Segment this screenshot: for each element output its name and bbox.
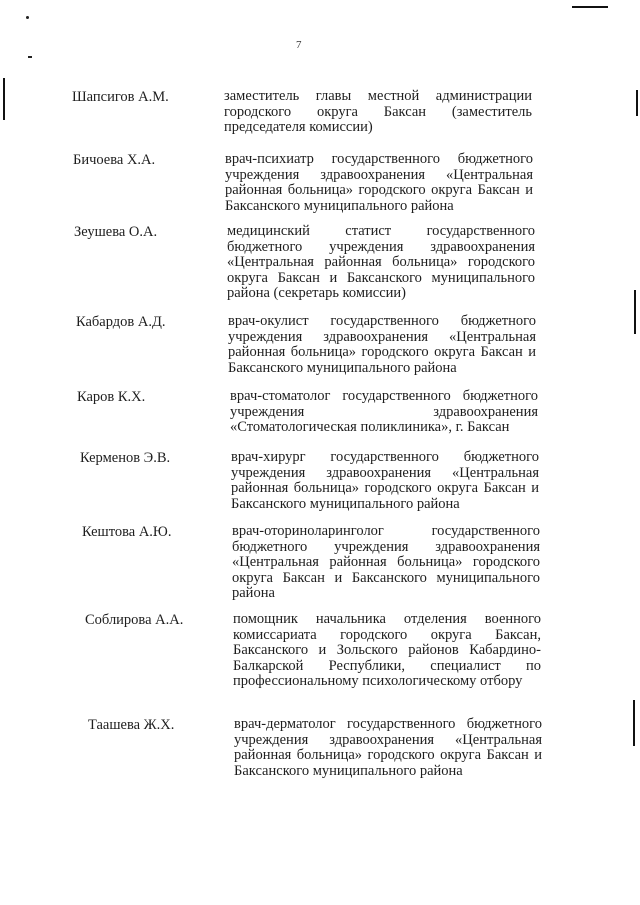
member-role: медицинский статист государственного бюджетного учреждения здравоохранения «Центральная районная больница» городского округа Баксан и Баксанского муниципального района (секретарь комиссии)	[227, 223, 535, 302]
scan-mark-right-edge-2	[634, 290, 636, 334]
member-name: Шапсигов А.М.	[72, 89, 169, 105]
member-name: Бичоева Х.А.	[73, 152, 156, 168]
member-role: заместитель главы местной администрации городского округа Баксан (заместитель председателя комиссии)	[224, 88, 532, 136]
member-name: Кештова А.Ю.	[82, 524, 172, 540]
member-name: Таашева Ж.Х.	[88, 717, 175, 733]
member-role: врач-психиатр государственного бюджетного учреждения здравоохранения «Центральная районная больница» городского округа Баксан и Баксанского муниципального района	[225, 151, 533, 214]
member-role: врач-стоматолог государственного бюджетного учреждения здравоохранения «Стоматологическая поликлиника», г. Баксан	[230, 388, 538, 436]
member-name: Каров К.Х.	[77, 389, 146, 405]
member-name: Соблирова А.А.	[85, 612, 184, 628]
scan-mark-left-edge	[3, 78, 5, 120]
member-name: Зеушева О.А.	[74, 224, 158, 240]
scan-mark-right-edge-3	[633, 700, 635, 746]
scan-dot-left	[28, 56, 32, 58]
member-role: врач-оториноларинголог государственного бюджетного учреждения здравоохранения «Центральная районная больница» городского округа Баксан и Баксанского муниципального района	[232, 523, 540, 602]
member-role: помощник начальника отделения военного комиссариата городского округа Баксан, Баксанского и Зольского районов Кабардино-Балкарской Республики, специалист по профессиональному психологическому отбору	[233, 611, 541, 690]
scan-dot-top-left	[26, 16, 29, 19]
scan-mark-top-right	[572, 6, 608, 8]
member-role: врач-дерматолог государственного бюджетного учреждения здравоохранения «Центральная районная больница» городского округа Баксан и Баксанского муниципального района	[234, 716, 542, 779]
member-name: Кабардов А.Д.	[76, 314, 166, 330]
scan-mark-right-edge-1	[636, 90, 638, 116]
page-number: 7	[296, 39, 302, 51]
member-name: Керменов Э.В.	[80, 450, 171, 466]
member-role: врач-хирург государственного бюджетного учреждения здравоохранения «Центральная районная больница» городского округа Баксан и Баксанского муниципального района	[231, 449, 539, 512]
member-role: врач-окулист государственного бюджетного учреждения здравоохранения «Центральная районная больница» городского округа Баксан и Баксанского муниципального района	[228, 313, 536, 376]
